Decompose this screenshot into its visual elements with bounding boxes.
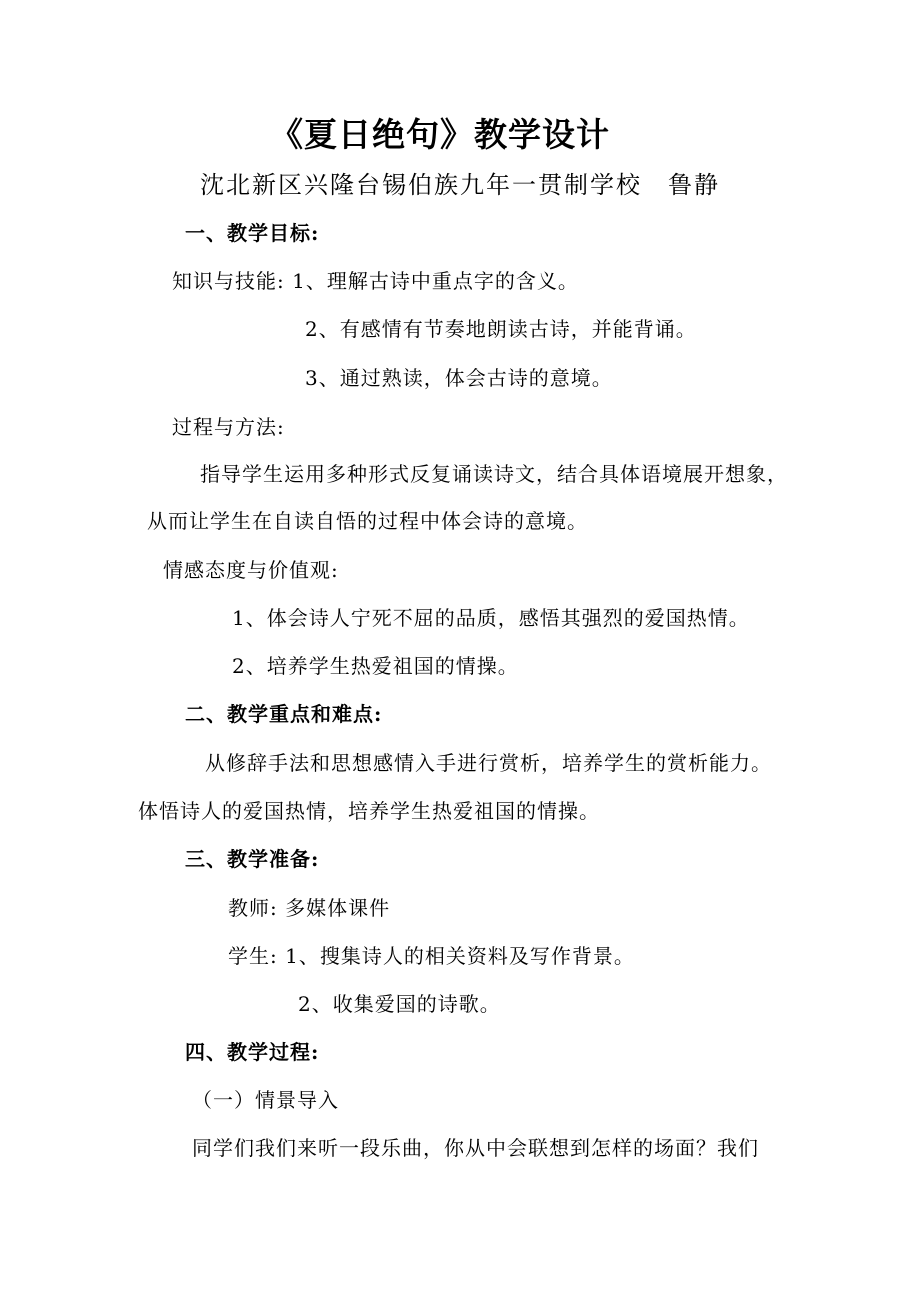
section-heading-preparation: 三、教学准备: — [185, 847, 320, 871]
emotion-item-1: 1、体会诗人宁死不屈的品质，感悟其强烈的爱国热情。 — [232, 606, 750, 630]
knowledge-item-3: 3、通过熟读，体会古诗的意境。 — [305, 366, 613, 390]
section-heading-process: 四、教学过程: — [185, 1040, 320, 1064]
section-heading-key-points: 二、教学重点和难点: — [185, 702, 383, 726]
process-text-2: 从而让学生在自读自悟的过程中体会诗的意境。 — [147, 509, 588, 533]
prep-student-2: 2、收集爱国的诗歌。 — [298, 992, 501, 1016]
process-label: 过程与方法: — [172, 415, 285, 439]
process-text-1: 指导学生运用多种形式反复诵读诗文，结合具体语境展开想象， — [200, 462, 788, 486]
step-1-text: 同学们我们来听一段乐曲，你从中会联想到怎样的场面？我们 — [192, 1136, 759, 1160]
knowledge-item-2: 2、有感情有节奏地朗读古诗，并能背诵。 — [305, 317, 697, 341]
knowledge-item-1: 知识与技能: 1、理解古诗中重点字的含义。 — [172, 269, 579, 293]
section-heading-goals: 一、教学目标: — [185, 221, 320, 245]
document-title: 《夏日绝句》教学设计 — [270, 115, 610, 154]
prep-student-1: 学生: 1、搜集诗人的相关资料及写作背景。 — [228, 944, 635, 968]
author-line: 沈北新区兴隆台锡伯族九年一贯制学校 鲁静 — [200, 171, 720, 199]
emotion-item-2: 2、培养学生热爱祖国的情操。 — [232, 654, 519, 678]
key-text-2: 体悟诗人的爱国热情，培养学生热爱祖国的情操。 — [138, 799, 600, 823]
key-text-1: 从修辞手法和思想感情入手进行赏析，培养学生的赏析能力。 — [205, 751, 772, 775]
step-1-heading: （一）情景导入 — [192, 1088, 339, 1112]
emotion-label: 情感态度与价值观: — [163, 558, 339, 582]
prep-teacher: 教师: 多媒体课件 — [228, 896, 391, 920]
